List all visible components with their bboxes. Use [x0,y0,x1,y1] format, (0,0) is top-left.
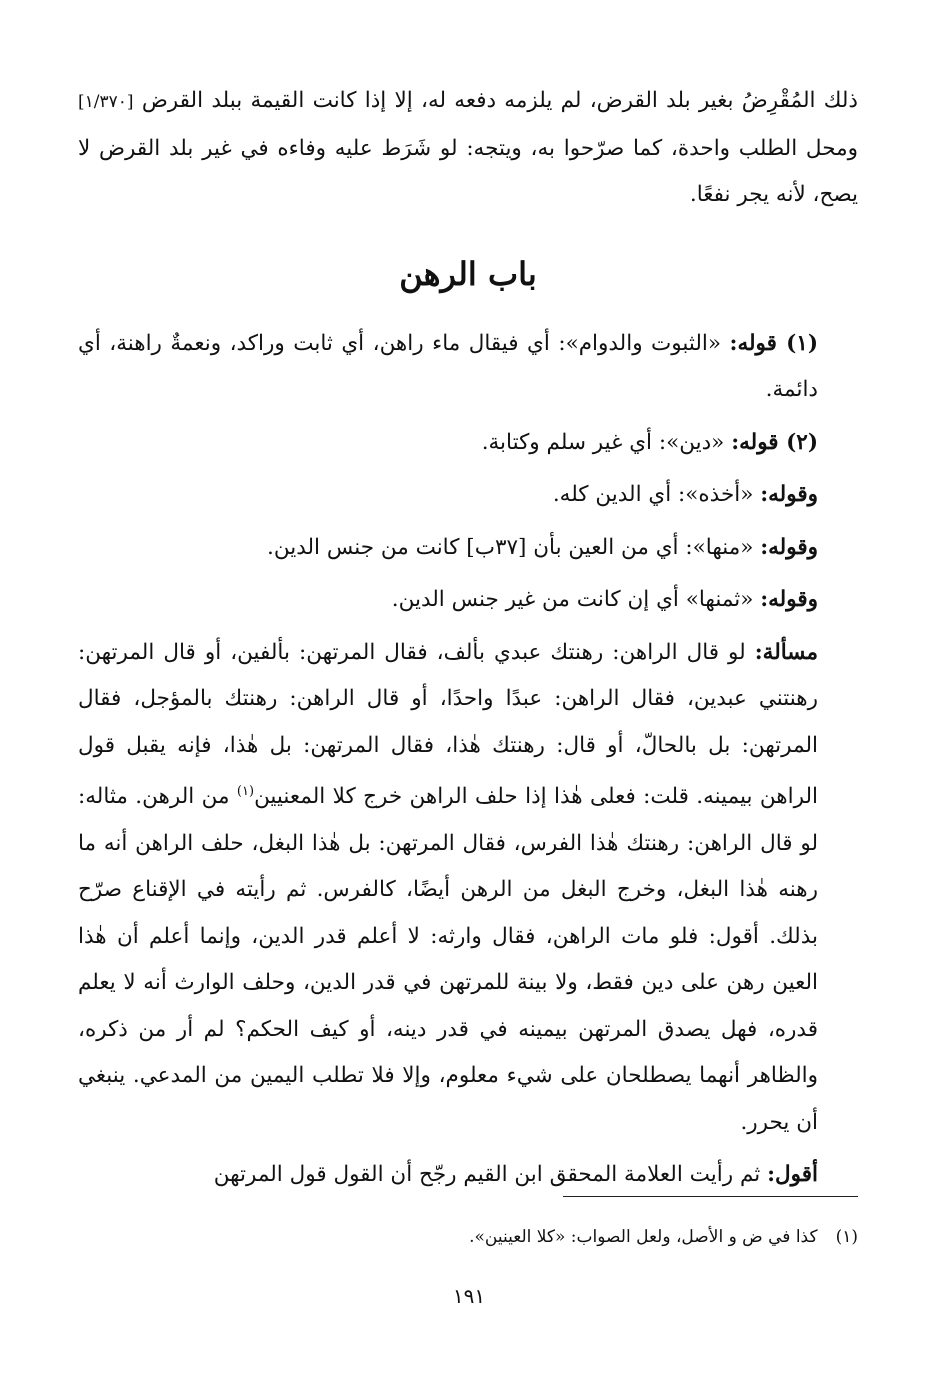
note-5-key: وقوله: [760,587,818,612]
masala-text-b: من الرهن. مثاله: لو قال الراهن: رهنتك هٰذا الفرس، فقال المرتهن: بل هٰذا البغل، حلف الراهن أنه ما رهنه هٰذا البغل، وخرج البغل من الرهن أيضًا، كالفرس. ثم رأيته في الإقناع صرّح بذلك. أقول: فلو مات الراهن، فقال وارثه: لا أعلم قدر الدين، وإنما أعلم أن هٰذا العين رهن على دين فقط، ولا بينة للمرتهن في قدر الدين، وحلف الوارث أنه لا يعلم قدره، فهل يصدق المرتهن بيمينه في قدر دينه، أو كيف الحكم؟ لم أر من ذكره، والظاهر أنهما يصطلحان على شيء معلوم، وإلا فلا تطلب اليمين من المدعي. ينبغي أن يحرر. [78,784,818,1135]
note-1-text: «الثبوت والدوام»: أي فيقال ماء راهن، أي ثابت وراكد، ونعمةٌ راهنة، أي دائمة. [78,330,818,402]
note-1 [78,321,858,414]
masala-key: مسألة: [754,639,818,665]
opening-text-b: ومحل الطلب واحدة، كما صرّحوا به، ويتجه: لو شَرَط عليه وفاءه في غير بلد القرض لا يصح، لأنه يجر نفعًا. [78,135,858,207]
aqulu-key: أقول: [767,1162,818,1188]
opening-paragraph [78,78,858,219]
masala-paragraph [78,630,858,1147]
side-reference: [١/٣٧٠] [78,92,134,112]
chapter-heading: باب الرهن [399,254,537,293]
note-4-key: وقوله: [760,534,818,560]
opening-text-a: ذلك المُقْرِضُ بغير بلد القرض، لم يلزمه دفعه له، إلا إذا كانت القيمة ببلد القرض [141,88,858,113]
note-4-text: «منها»: أي من العين بأن [٣٧ب] كانت من جنس الدين. [267,534,761,560]
footnote-number: (١) [835,1227,858,1247]
note-5-text: «ثمنها» أي إن كانت من غير جنس الدين. [391,587,761,612]
note-3-text: «أخذه»: أي الدين كله. [552,482,761,507]
footnote-divider [563,1196,858,1197]
note-2-key: (٢) قوله: [731,429,818,455]
note-2 [78,420,858,467]
aqulu-paragraph [78,1152,858,1199]
note-3-key: وقوله: [760,482,818,507]
masala-text-a: لو قال الراهن: رهنتك عبدي بألف، فقال المرتهن: بألفين، أو قال المرتهن: رهنتني عبدين، فقال الراهن: عبدًا واحدًا، أو قال الراهن: رهنتك بالمؤجل، فقال المرتهن: بل بالحالّ، أو قال: رهنتك هٰذا، فقال المرتهن: بل هٰذا، فإنه يقبل قول الراهن بيمينه. قلت: فعلى هٰذا إذا حلف الراهن خرج كلا المعنيين [78,639,819,810]
footnote-text: كذا في ض و الأصل، ولعل الصواب: «كلا العينين». [469,1227,818,1247]
page-number: ١٩١ [452,1284,486,1308]
note-2-text: «دين»: أي غير سلم وكتابة. [481,429,732,455]
note-1-key: (١) قوله: [729,330,818,356]
note-4 [78,525,858,572]
note-3 [78,472,858,519]
aqulu-text: ثم رأيت العلامة المحقق ابن القيم رجّح أن القول قول المرتهن [213,1162,768,1188]
footnote [78,1222,858,1252]
footnote-marker: (١) [236,784,255,799]
note-5 [78,577,858,624]
